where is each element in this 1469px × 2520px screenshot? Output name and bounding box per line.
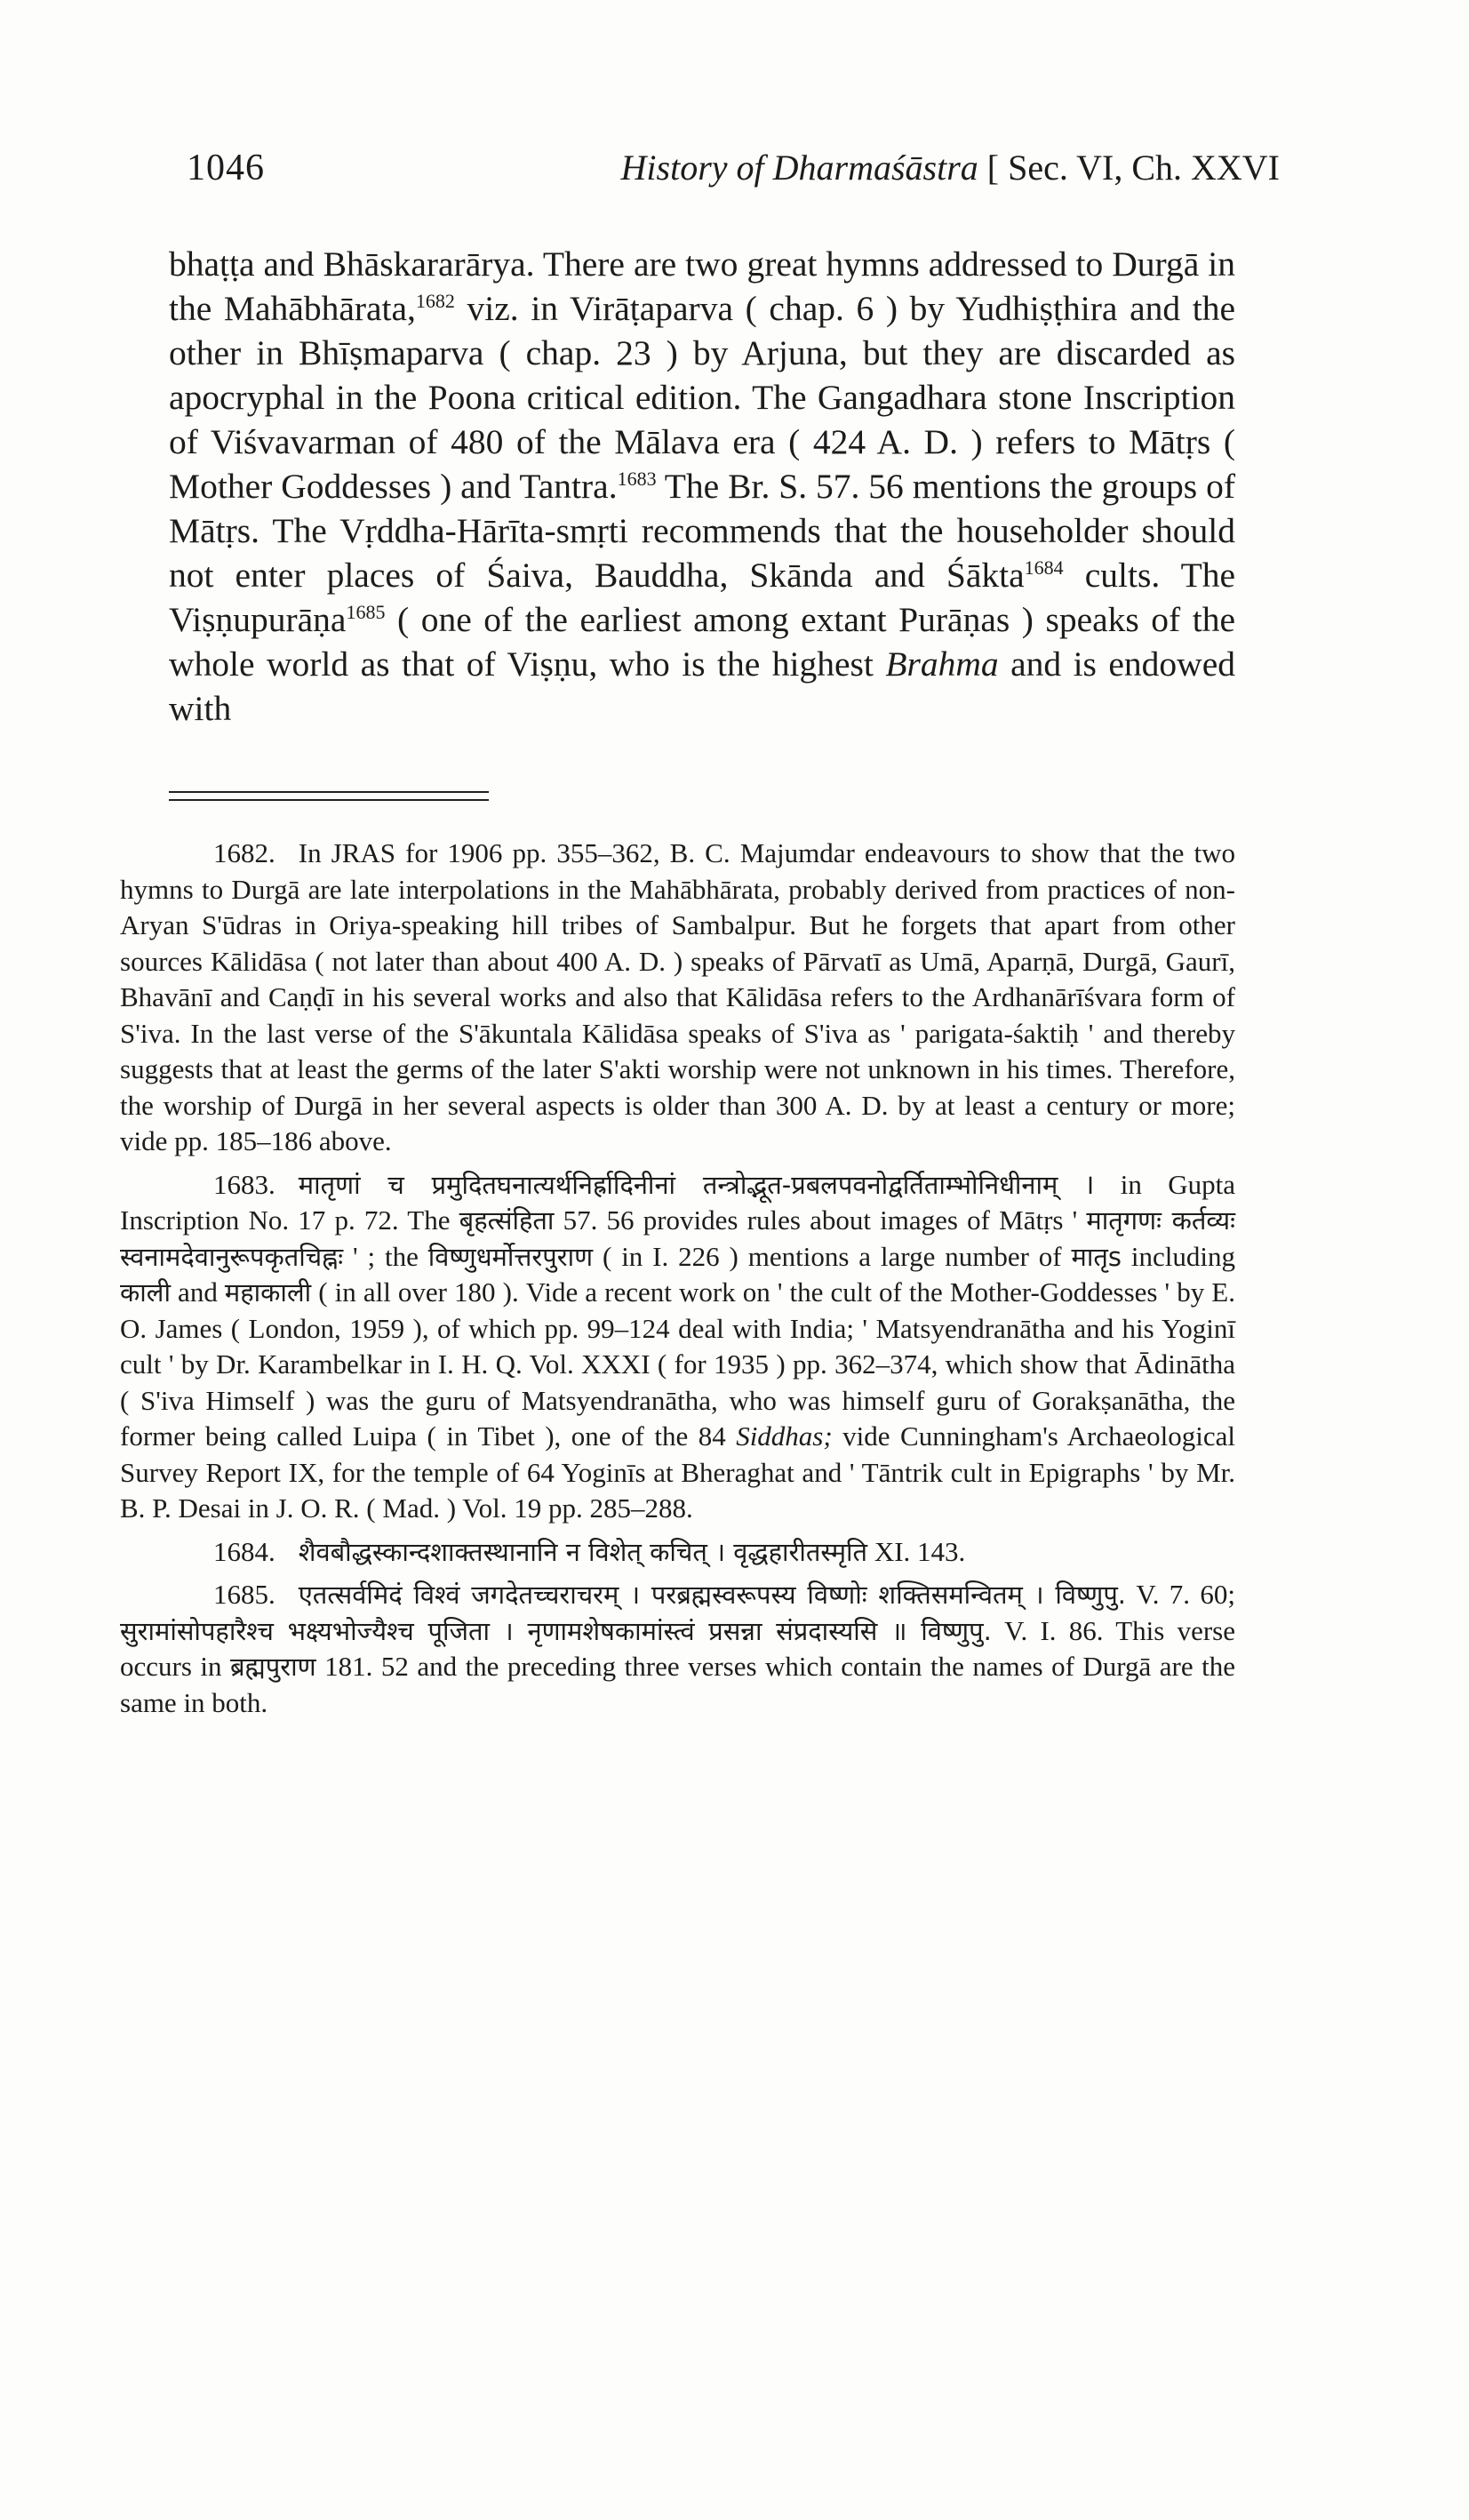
sanskrit-quote: मातृगणः कर्तव्यः स्वनामदेवानुरूपकृतचिह्नः [120, 1205, 1235, 1272]
body-text-segment: The Br. S. 57. 56 mentions the groups of Mātṛs. The Vṛddha-Hārīta-smṛti recommends that the householder should not enter places of Śaiva, Bauddha, Skānda and Śākta [169, 467, 1236, 595]
sanskrit-term: विष्णुधर्मोत्तरपुराण [427, 1241, 594, 1272]
body-text-segment: viz. in Virāṭaparva ( chap. 6 ) by Yudhiṣṭhira and the other in Bhīṣmaparva ( chap. 23 ) by Arjuna, but they are discarded as apocryphal in the Poona critical edition. The Gangadhara stone Inscription of Viśvavarman of 480 of the Mālava era ( 424 A. D. ) refers to Mātṛs ( Mother Goddesses ) and Tantra. [169, 289, 1235, 506]
sanskrit-quote: एतत्सर्वमिदं विश्वं जगदेतच्चराचरम् । परब्रह्मस्वरूपस्य विष्णोः शक्तिसमन्वितम् । विष्णुपु. [298, 1580, 1127, 1610]
footnote-1683 [120, 1167, 1235, 1527]
footnote-text: XI. 143. [867, 1535, 966, 1567]
footnote-1684 [120, 1534, 1235, 1571]
body-paragraph [169, 242, 1235, 731]
footnote-1682 [120, 836, 1235, 1160]
running-head [621, 147, 1280, 188]
footnote-ref-1682: 1682 [415, 289, 455, 312]
footnote-1685 [120, 1577, 1235, 1721]
footnote-number: 1683. [213, 1168, 275, 1200]
footnote-text: ' ; the [343, 1240, 428, 1272]
running-head-section: [ Sec. VI, Ch. XXVI [986, 148, 1280, 188]
footnote-text: V. I. 86. This verse occurs in [120, 1614, 1235, 1682]
body-text-italic: Brahma [885, 644, 999, 684]
footnote-number: 1684. [213, 1535, 275, 1567]
footnote-ref-1683: 1683 [617, 467, 657, 490]
sanskrit-term: मातृs [1071, 1241, 1122, 1272]
footnote-text: and [170, 1276, 225, 1308]
footnote-text: including [1122, 1240, 1235, 1272]
footnote-text: 57. 56 provides rules about images of Mātṛs ' [554, 1204, 1087, 1236]
body-text-segment: ( one of the earliest among extant Purāṇas ) speaks of the whole world as that of Viṣṇu, who is the highest [169, 600, 1235, 684]
footnote-number: 1685. [213, 1579, 275, 1610]
sanskrit-term: काली [120, 1277, 171, 1308]
footnote-text: 181. 52 and the preceding three verses which contain the names of Durgā are the same in both. [120, 1651, 1235, 1718]
main-body-text [169, 242, 1235, 731]
sanskrit-term: महाकाली [224, 1277, 312, 1308]
page-header [187, 147, 1280, 189]
sanskrit-quote: मातृणां च प्रमुदितघनात्यर्थनिर्ह्रादिनीनां तन्त्रोद्भूत-प्रबलपवनोद्वर्तिताम्भोनिधीनाम् [298, 1169, 1058, 1200]
footnote-text: ( in all over 180 ). Vide a recent work on ' the cult of the Mother-Goddesses ' by E. O. James ( London, 1959 ), of which pp. 99–124 deal with India; ' Matsyendranātha and his Yoginī cult ' by Dr. Karambelkar in I. H. Q. Vol. XXXI ( for 1935 ) pp. 362–374, which show that Ādinātha ( S'iva Himself ) was the guru of Matsyendranātha, who was himself guru of Gorakṣanātha, the former being called Luipa ( in Tibet ), one of the 84 [120, 1276, 1235, 1452]
footnote-text: V. 7. 60; [1126, 1579, 1235, 1610]
footnote-italic: Siddhas; [736, 1420, 833, 1452]
footnote-ref-1685: 1685 [346, 600, 386, 623]
footnote-text: In JRAS for 1906 pp. 355–362, B. C. Majumdar endeavours to show that the two hymns to Durgā are late interpolations in the Mahābhārata, probably derived from practices of non-Aryan S'ūdras in Oriya-speaking hill tribes of Sambalpur. But he forgets that apart from other sources Kālidāsa ( not later than about 400 A. D. ) speaks of Pārvatī as Umā, Aparṇā, Durgā, Gaurī, Bhavānī and Caṇḍī in his several works and also that Kālidāsa refers to the Ardhanārīśvara form of S'iva. In the last verse of the S'ākuntala Kālidāsa speaks of S'iva as ' parigata-śaktiḥ ' and thereby suggests that at least the germs of the later S'akti worship were not unknown in his times. Therefore, the worship of Durgā in her several aspects is older than 300 A. D. by at least a century or more; vide pp. 185–186 above. [120, 837, 1235, 1156]
body-text-segment: bhaṭṭa and Bhāskararārya. There are two great hymns addressed to Durgā in the Mahābhārata, [169, 244, 1235, 328]
body-text-segment: and is endowed with [169, 644, 1235, 728]
footnote-text: । in Gupta Inscription No. 17 p. 72. The [120, 1168, 1236, 1236]
running-head-title: History of Dharmaśāstra [620, 148, 978, 188]
sanskrit-term: ब्रह्मपुराण [230, 1652, 316, 1682]
footnote-ref-1684: 1684 [1024, 556, 1064, 579]
body-text-segment: cults. The Viṣṇupurāṇa [169, 556, 1235, 639]
footnote-number: 1682. [213, 837, 275, 868]
sanskrit-term: बृहत्संहिता [459, 1205, 555, 1236]
footnote-text: ( in I. 226 ) mentions a large number of [593, 1240, 1072, 1272]
sanskrit-quote: सुरामांसोपहारैश्च भक्ष्यभोज्यैश्च पूजिता । नृणामशेषकामांस्त्वं प्रसन्ना संप्रदास्यसि ॥ विष्णुपु. [120, 1615, 992, 1646]
footnotes-section [120, 836, 1235, 1728]
page-number: 1046 [187, 148, 265, 188]
footnote-separator-rule [169, 791, 489, 801]
sanskrit-quote: शैवबौद्धस्कान्दशाक्तस्थानानि न विशेत् कचित् । वृद्धहारीतस्मृति [298, 1536, 868, 1567]
footnote-text: vide Cunningham's Archaeological Survey Report IX, for the temple of 64 Yoginīs at Bheraghat and ' Tāntrik cult in Epigraphs ' by Mr. B. P. Desai in J. O. R. ( Mad. ) Vol. 19 pp. 285–288. [120, 1420, 1235, 1524]
